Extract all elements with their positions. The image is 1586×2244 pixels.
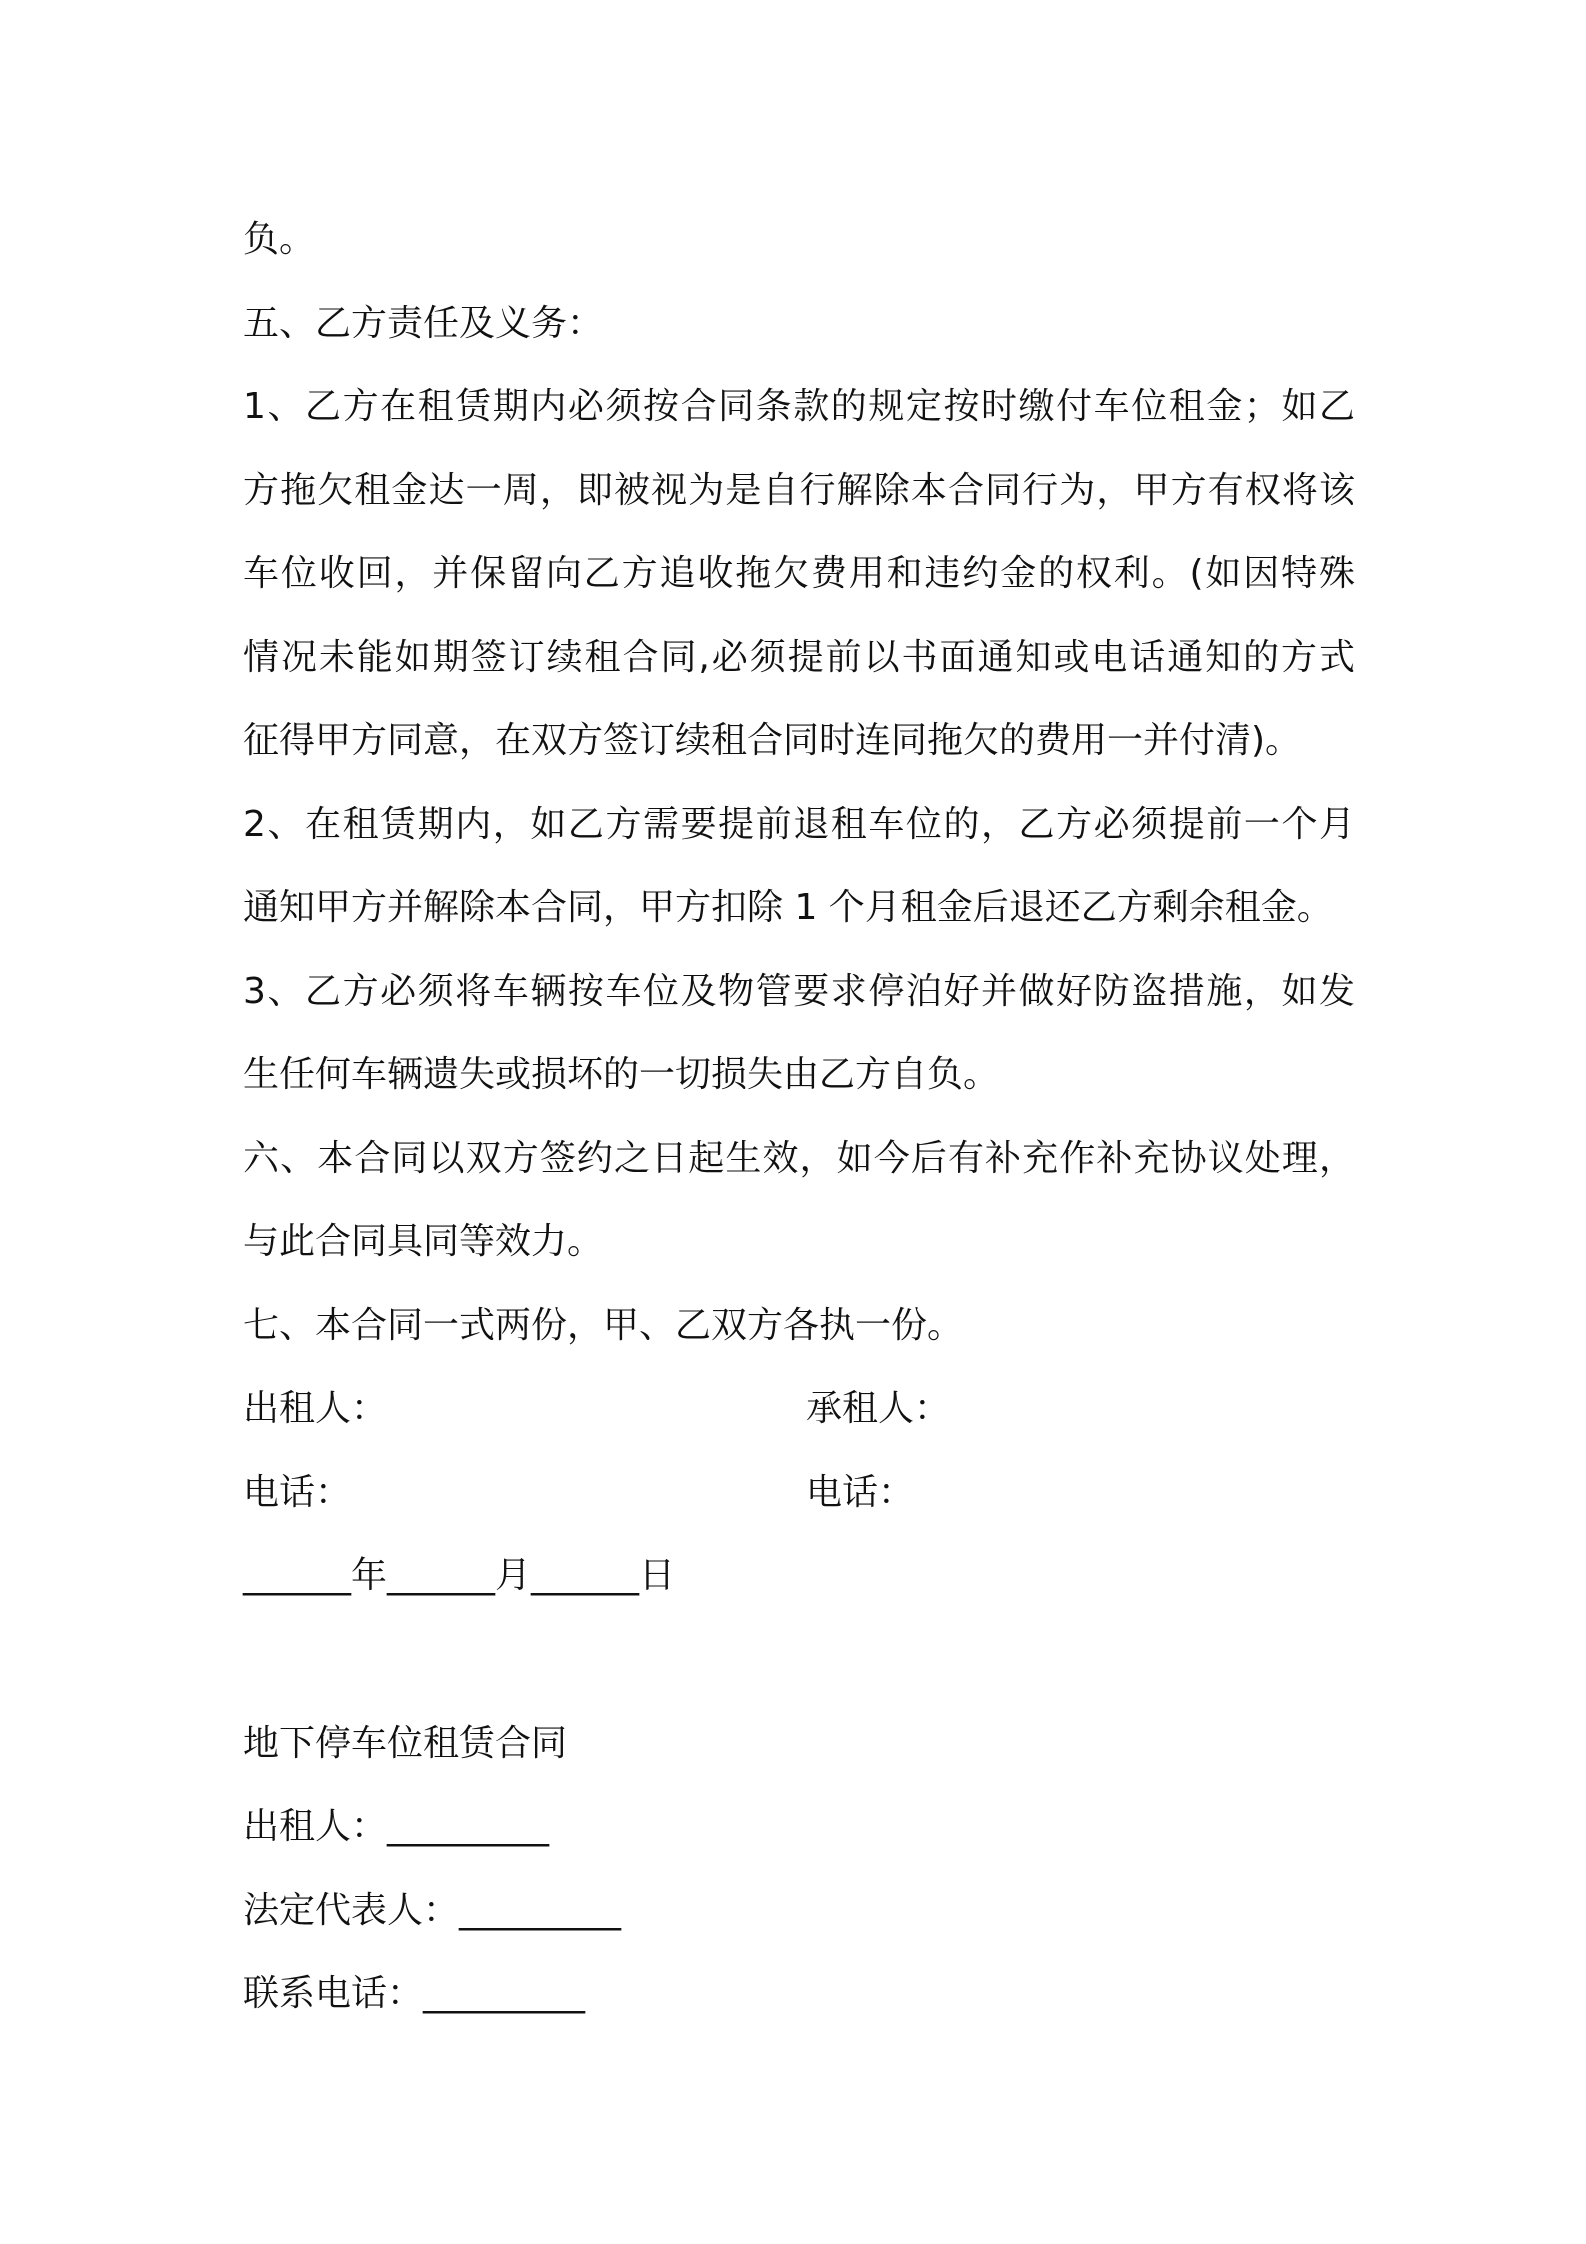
lessee-phone-label: 电话：: [806, 1471, 915, 1513]
date-line: ______年______月______日: [243, 1555, 675, 1596]
text-line: 七、本合同一式两份，甲、乙双方各执一份。: [243, 1304, 964, 1346]
text-line: 负。: [243, 219, 316, 260]
text-line: 3、乙方必须将车辆按车位及物管要求停泊好并做好防盗措施，如发: [243, 970, 1355, 1012]
section-gap: [243, 1618, 1355, 1702]
text-line: 1、乙方在租赁期内必须按合同条款的规定按时缴付车位租金；如乙: [243, 386, 1355, 427]
phone-row: [243, 1451, 1355, 1535]
text-line: 车位收回，并保留向乙方追收拖欠费用和违约金的权利。(如因特殊: [243, 553, 1355, 594]
section-heading: 五、乙方责任及义务：: [243, 302, 604, 344]
contract-title: 地下停车位租赁合同: [243, 1722, 568, 1764]
lessor-phone-label: 电话：: [243, 1471, 352, 1513]
contact-phone-field: 联系电话：_________: [243, 1973, 586, 2014]
lessor-label: 出租人：: [243, 1388, 388, 1429]
signature-row: [243, 1367, 1355, 1451]
text-line: 通知甲方并解除本合同，甲方扣除 1 个月租金后退还乙方剩余租金。: [243, 887, 1333, 928]
lessee-label: 承租人：: [806, 1388, 951, 1429]
lessor-field: 出租人：_________: [243, 1806, 550, 1847]
text-line: 生任何车辆遗失或损坏的一切损失由乙方自负。: [243, 1054, 1000, 1095]
text-line: 与此合同具同等效力。: [243, 1221, 604, 1262]
document-body: [243, 198, 1355, 2036]
legal-representative-field: 法定代表人：_________: [243, 1889, 622, 1931]
text-line: 2、在租赁期内，如乙方需要提前退租车位的，乙方必须提前一个月: [243, 803, 1355, 845]
text-line: 方拖欠租金达一周，即被视为是自行解除本合同行为，甲方有权将该: [243, 469, 1355, 511]
text-line: 征得甲方同意，在双方签订续租合同时连同拖欠的费用一并付清)。: [243, 720, 1302, 761]
text-line: 六、本合同以双方签约之日起生效，如今后有补充作补充协议处理，: [243, 1137, 1355, 1179]
text-line: 情况未能如期签订续租合同,必须提前以书面通知或电话通知的方式: [243, 636, 1355, 678]
